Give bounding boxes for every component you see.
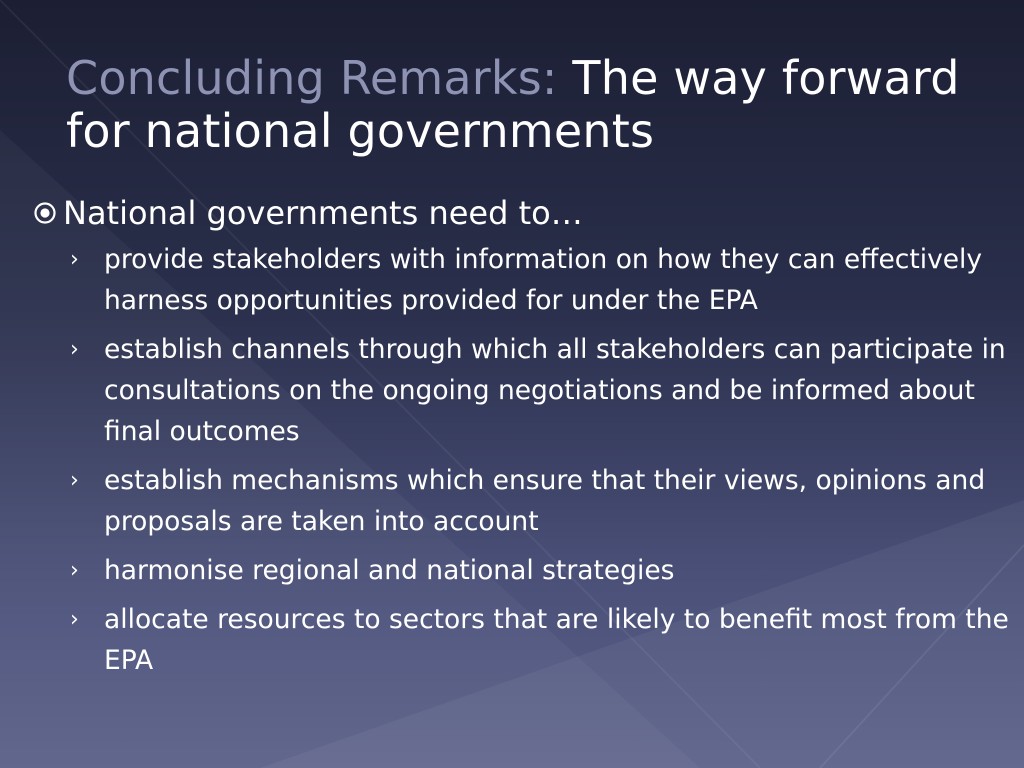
chevron-right-icon: ›	[70, 468, 79, 493]
sub-bullet-text: allocate resources to sectors that are likely to benefit most from the EPA	[104, 604, 1009, 676]
sub-bullet-text: establish mechanisms which ensure that their views, opinions and proposals are taken into account	[104, 465, 986, 537]
sub-bullet-item	[70, 239, 1020, 321]
sub-bullet-item	[70, 329, 1020, 452]
chevron-right-icon: ›	[70, 607, 79, 632]
main-bullet-text: National governments need to…	[63, 194, 583, 232]
chevron-right-icon: ›	[70, 337, 79, 362]
target-bullet-icon	[30, 198, 60, 228]
sub-bullet-item	[70, 550, 1020, 591]
slide-title	[66, 52, 996, 158]
chevron-right-icon: ›	[70, 247, 79, 272]
sub-bullet-item	[70, 599, 1020, 681]
sub-bullet-text: provide stakeholders with information on how they can effectively harness opportunities provided for under the EPA	[104, 244, 983, 316]
title-main: The way forward for national governments	[66, 51, 960, 158]
sub-bullet-item	[70, 460, 1020, 542]
chevron-right-icon: ›	[70, 558, 79, 583]
sub-bullet-text: establish channels through which all stakeholders can participate in consultations on the ongoing negotiations and be informed about final outcomes	[104, 334, 1006, 447]
content-area	[30, 193, 1020, 689]
sub-bullet-text: harmonise regional and national strategies	[104, 555, 675, 586]
title-accent: Concluding Remarks:	[66, 51, 558, 105]
sub-bullet-list	[30, 239, 1020, 681]
main-bullet-item	[30, 193, 1020, 233]
